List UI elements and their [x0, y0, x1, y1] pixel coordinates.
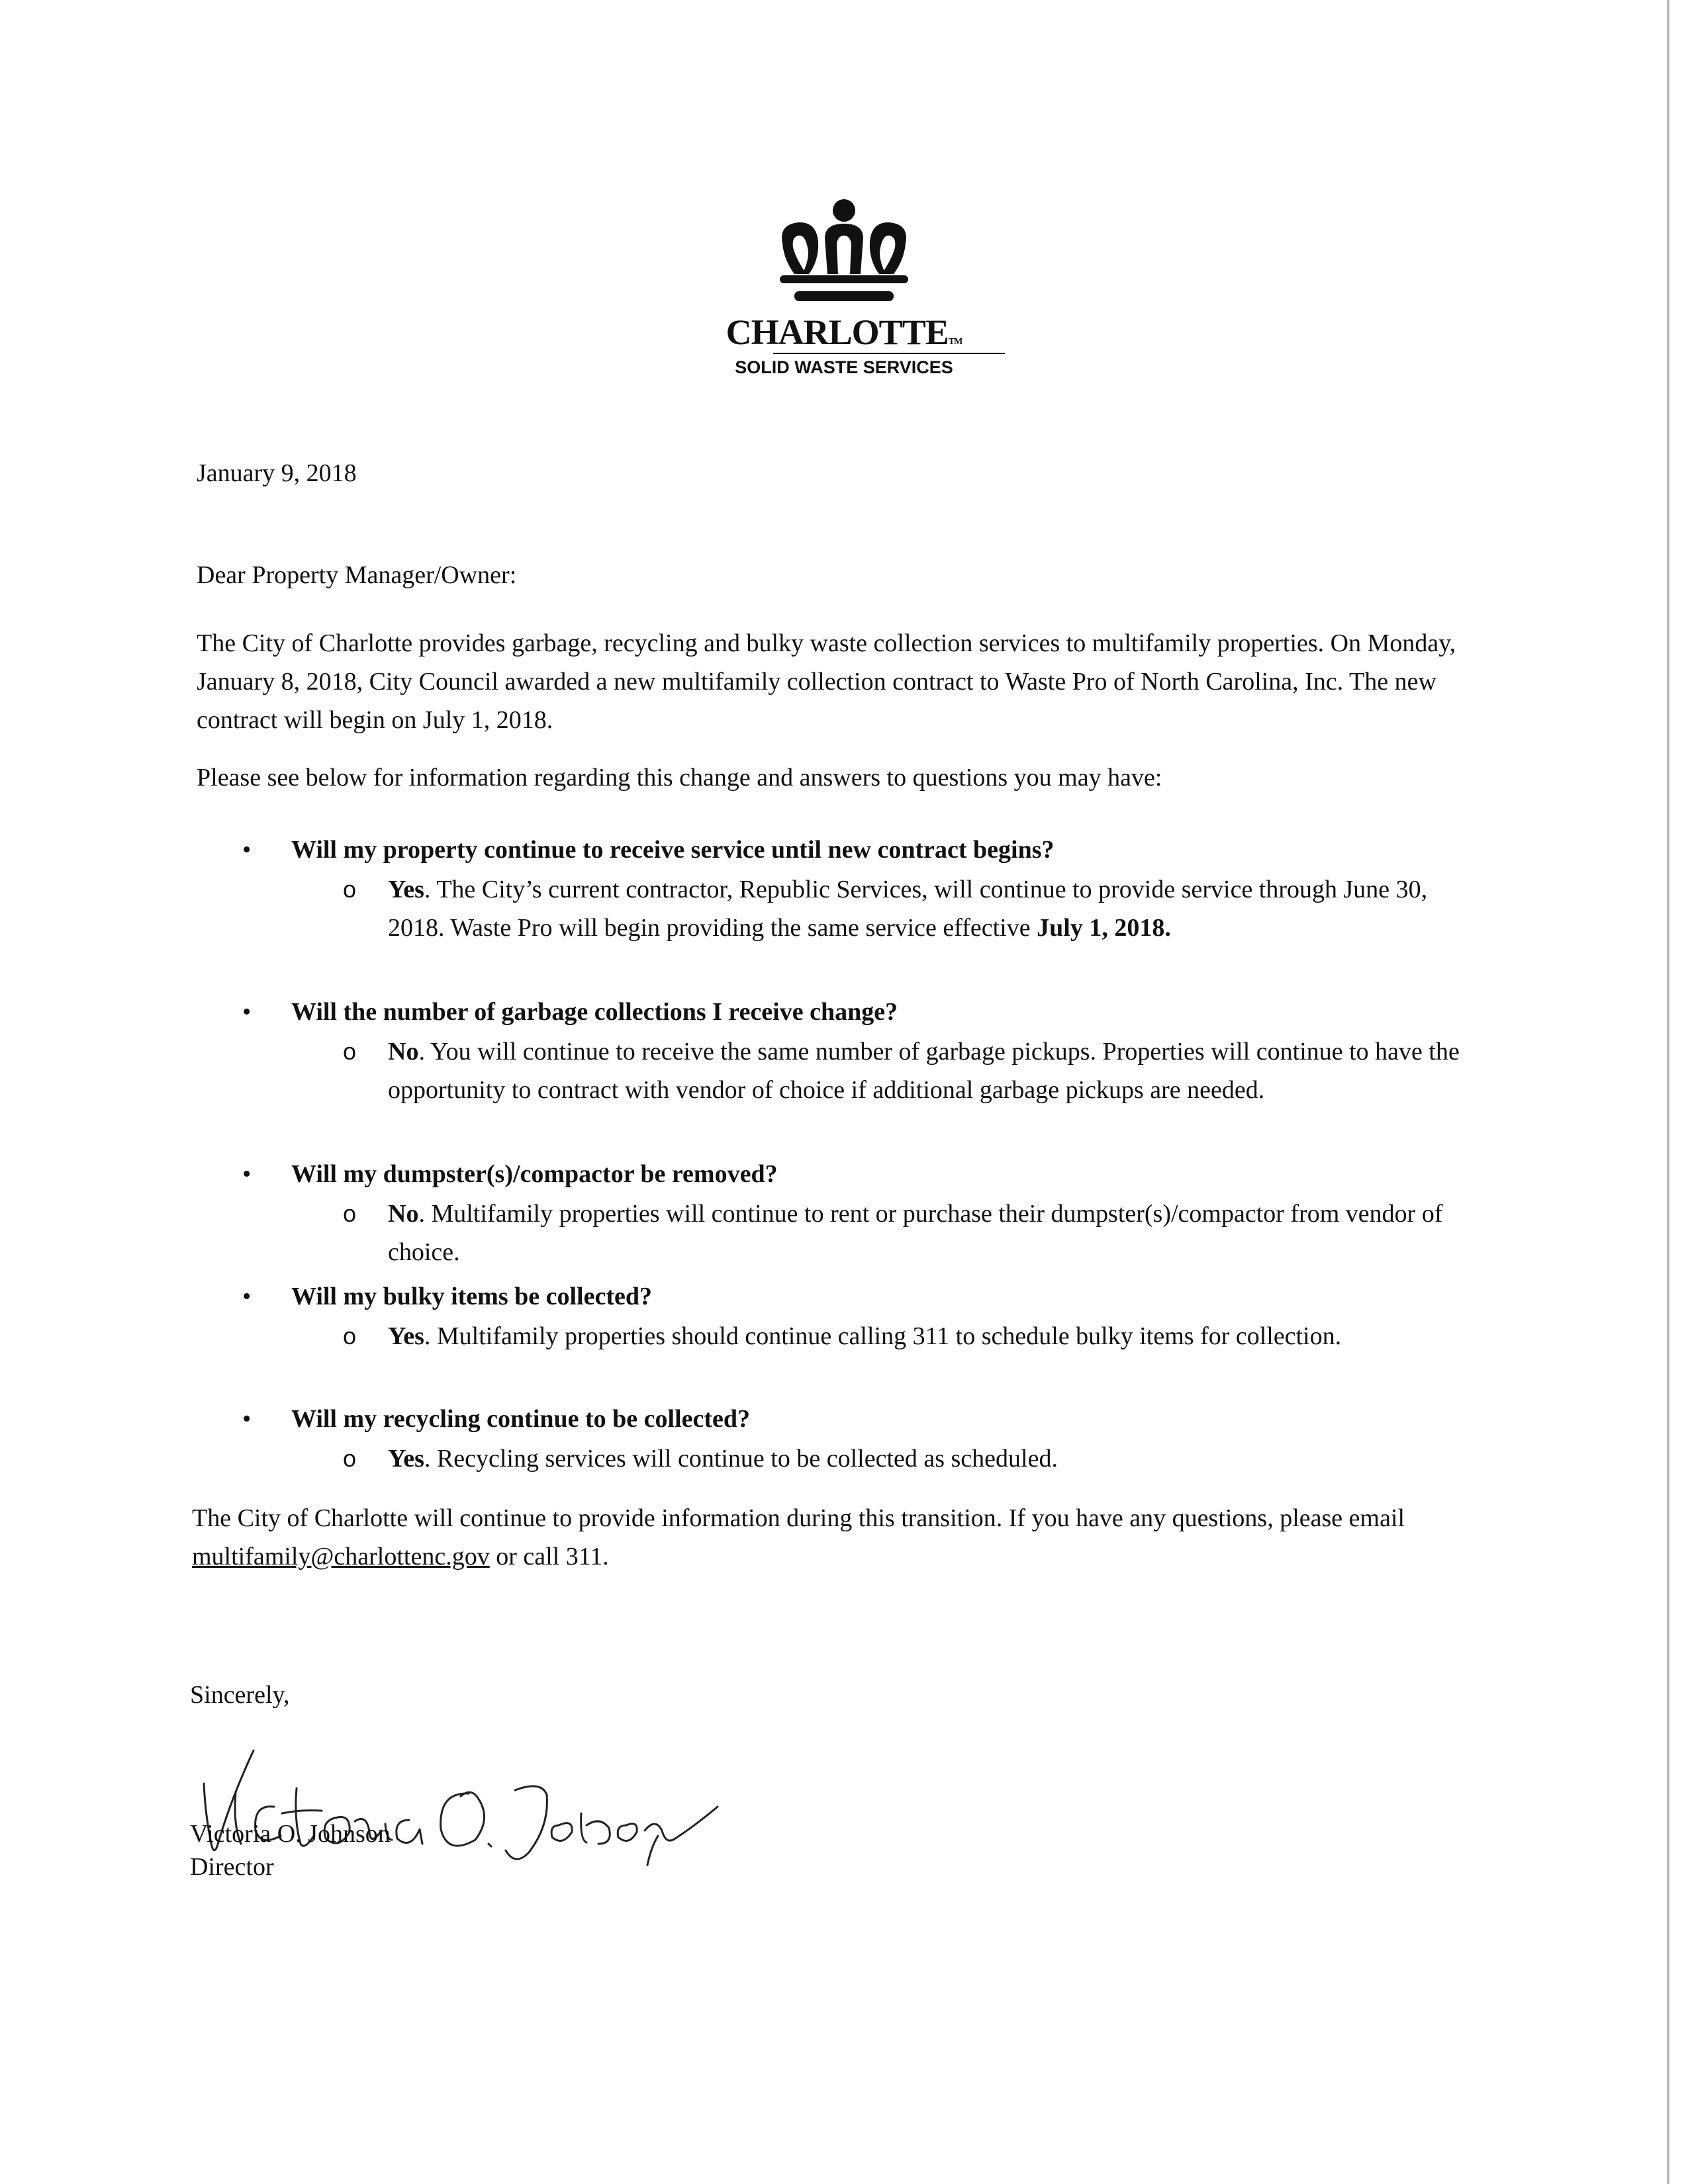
letter-date: January 9, 2018 — [197, 459, 357, 487]
subbullet-icon: o — [343, 1322, 357, 1349]
faq-answer — [388, 1439, 1474, 1478]
answer-prefix: No — [388, 1038, 419, 1066]
answer-text: . The City’s current contractor, Republic Services, will continue to provide service through June 30, 2018. Waste Pro will begin providing the same service effective — [388, 876, 1428, 942]
bullet-icon: • — [242, 1405, 252, 1433]
answer-prefix: Yes — [388, 1445, 424, 1473]
closing-text: The City of Charlotte will continue to provide information during this transition. If you have any questions, please email — [192, 1504, 1405, 1532]
crown-icon — [768, 192, 920, 311]
answer-suffix: . — [1164, 914, 1171, 942]
faq-answer — [388, 870, 1474, 947]
contact-email-link[interactable]: multifamily@charlottenc.gov — [192, 1543, 490, 1570]
bullet-icon: • — [242, 998, 252, 1026]
signer-title: Director — [190, 1853, 274, 1881]
logo-organization: CHARLOTTE — [726, 312, 949, 352]
answer-text: . Multifamily properties will continue to rent or purchase their dumpster(s)/compactor from vendor of choice. — [388, 1200, 1443, 1266]
signoff: Sincerely, — [190, 1681, 290, 1709]
faq-question: Will the number of garbage collections I receive change? — [291, 998, 898, 1026]
signer-name: Victoria O. Johnson — [190, 1820, 391, 1848]
bullet-icon: • — [242, 836, 252, 864]
faq-question: Will my recycling continue to be collected? — [291, 1405, 751, 1433]
closing-text-end: or call 311. — [489, 1543, 609, 1570]
faq-answer — [388, 1195, 1474, 1271]
subbullet-icon: o — [343, 1038, 357, 1065]
salutation: Dear Property Manager/Owner: — [197, 561, 517, 589]
faq-question: Will my property continue to receive service until new contract begins? — [291, 836, 1055, 864]
subbullet-icon: o — [343, 876, 357, 903]
faq-answer — [388, 1032, 1474, 1109]
logo-wordmark — [712, 312, 976, 362]
intro-paragraph: The City of Charlotte provides garbage, recycling and bulky waste collection services to multifamily properties. On Monday, January 8, 2018, City Council awarded a new multifamily collection contract to Waste Pro of North Carolina, Inc. The new contract will begin on July 1, 2018. — [197, 629, 1456, 734]
answer-text: . Recycling services will continue to be collected as scheduled. — [424, 1445, 1058, 1473]
logo-trademark: TM — [948, 337, 962, 347]
answer-emphasis: July 1, 2018 — [1037, 914, 1165, 942]
answer-prefix: Yes — [388, 1322, 424, 1350]
faq-question: Will my dumpster(s)/compactor be removed? — [291, 1160, 778, 1188]
lead-in-paragraph: Please see below for information regarding this change and answers to questions you may have: — [197, 764, 1162, 792]
answer-prefix: Yes — [388, 876, 424, 903]
subbullet-icon: o — [343, 1445, 357, 1472]
closing-paragraph — [192, 1499, 1489, 1576]
faq-answer — [388, 1317, 1474, 1355]
bullet-icon: • — [242, 1283, 252, 1310]
answer-text: . You will continue to receive the same number of garbage pickups. Properties will continue to have the opportunity to contract with vendor of choice if additional garbage pickups are needed. — [388, 1038, 1460, 1104]
subbullet-icon: o — [343, 1200, 357, 1227]
logo-department: SOLID WASTE SERVICES — [735, 357, 953, 377]
charlotte-logo — [712, 192, 976, 384]
scanned-page-edge — [1667, 0, 1669, 2184]
bullet-icon: • — [242, 1160, 252, 1188]
answer-prefix: No — [388, 1200, 419, 1228]
logo-divider — [773, 353, 1005, 354]
answer-text: . Multifamily properties should continue calling 311 to schedule bulky items for collection. — [424, 1322, 1342, 1350]
faq-question: Will my bulky items be collected? — [291, 1283, 652, 1310]
